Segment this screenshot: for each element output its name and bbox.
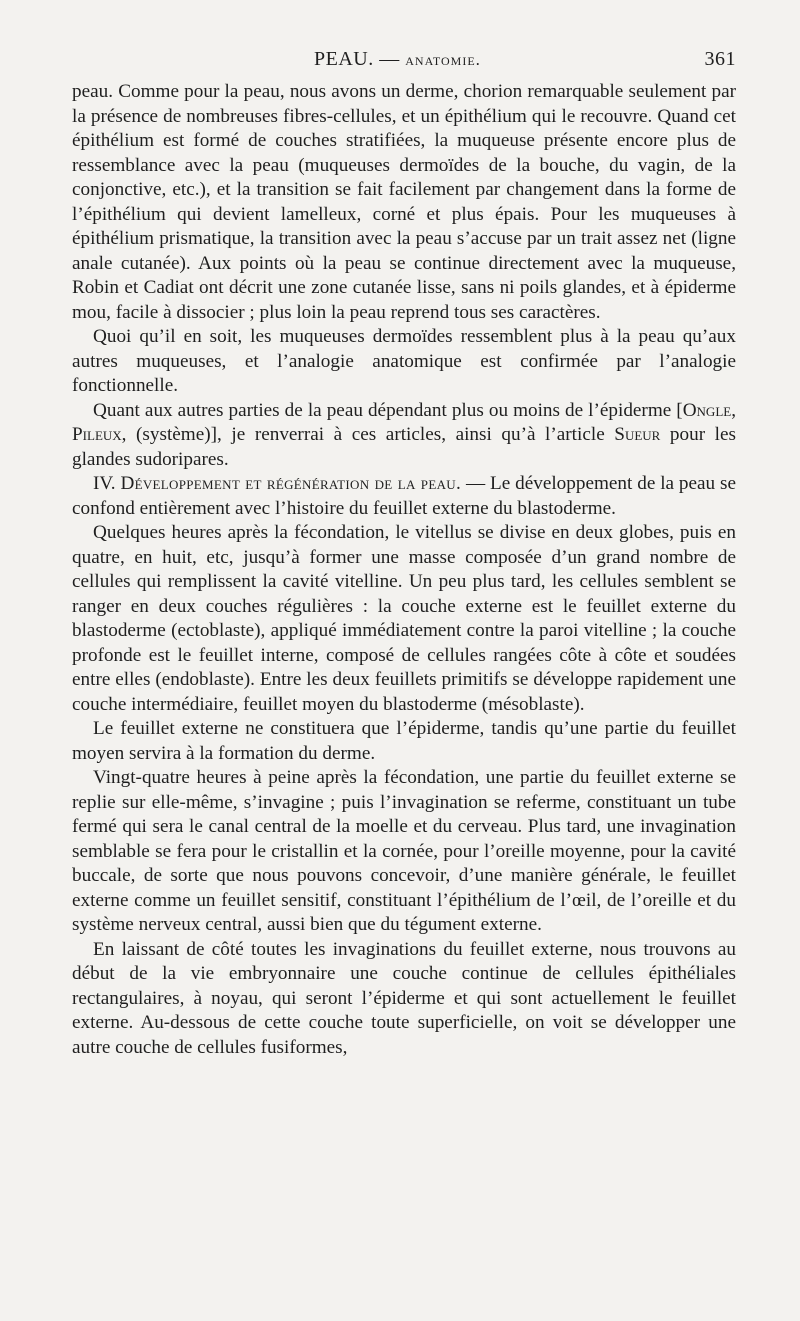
section-heading: Développement et régénération de la peau.	[120, 473, 462, 494]
paragraph-text: Quant aux autres parties de la peau dépendant plus ou moins de l’épiderme [	[93, 399, 683, 421]
section-dash: —	[461, 473, 491, 494]
paragraph: Quelques heures après la fécondation, le vitellus se divise en deux globes, puis en quatre, en huit, etc, jusqu’à former une masse composée d’un grand nombre de cellules qui remplissent la cavité vitelline. Un peu plus tard, les cellules semblent se ranger en deux couches régulières : la couche externe est le feuillet externe du blastoderme (ectoblaste), appliqué immédiatement contre la paroi vitelline ; la couche profonde est le feuillet interne, composé de cellules rangées côte à côte et soudées entre elles (endoblaste). Entre les deux feuillets primitifs se développe rapidement une couche intermédiaire, feuillet moyen du blastoderme (mésoblaste).	[72, 522, 736, 715]
paragraph: Le feuillet externe ne constituera que l’épiderme, tandis qu’une partie du feuillet moyen servira à la formation du derme.	[72, 718, 736, 764]
paragraph: En laissant de côté toutes les invaginations du feuillet externe, nous trouvons au début de la vie embryonnaire une couche continue de cellules épithéliales rectangulaires, à noyau, qui seront l’épiderme et qui sont actuellement le feuillet externe. Au-dessous de cette couche toute superficielle, on voit se développer une autre couche de cellules fusiformes,	[72, 938, 736, 1058]
section-number: IV.	[93, 473, 116, 494]
running-title-sub: anatomie.	[405, 50, 481, 69]
paragraph-text: pour les glandes sudoripares.	[72, 424, 736, 470]
running-title	[314, 48, 481, 71]
body-text	[72, 80, 736, 1060]
paragraph-text: Le développement de la peau se confond entièrement avec l’histoire du feuillet externe du blastoderme.	[72, 473, 737, 519]
section-heading-paragraph	[72, 472, 736, 521]
cross-reference: Ongle	[682, 399, 732, 421]
paragraph-text: ,	[731, 399, 736, 421]
paragraph	[72, 399, 736, 473]
cross-reference: Sueur	[614, 424, 661, 445]
page	[72, 48, 736, 1060]
running-title-main: PEAU.	[314, 48, 374, 70]
cross-reference: Pileux	[72, 424, 122, 445]
running-title-separator: —	[373, 48, 406, 70]
paragraph: Vingt-quatre heures à peine après la fécondation, une partie du feuillet externe se replie sur elle-même, s’invagine ; puis l’invagination se referme, constituant un tube fermé qui sera le canal central de la moelle et du cerveau. Plus tard, une invagination semblable se fera pour le cristallin et la cornée, pour l’oreille moyenne, pour la cavité buccale, de sorte que nous pouvons concevoir, d’une manière générale, le feuillet externe comme un feuillet sensitif, constituant l’épithélium de l’œil, de l’oreille et du système nerveux central, aussi bien que du tégument externe.	[72, 767, 736, 935]
paragraph: Quoi qu’il en soit, les muqueuses dermoïdes ressemblent plus à la peau qu’aux autres muqueuses, et l’analogie anatomique est confirmée par l’analogie fonctionnelle.	[72, 326, 736, 396]
paragraph: peau. Comme pour la peau, nous avons un derme, chorion remarquable seulement par la présence de nombreuses fibres-cellules, et un épithélium qui le recouvre. Quand cet épithélium est formé de couches stratifiées, la muqueuse présente encore plus de ressemblance avec la peau (muqueuses dermoïdes de la bouche, du vagin, de la conjonctive, etc.), et la transition se fait facilement par changement dans la forme de l’épithélium qui devient lamelleux, corné et plus épais. Pour les muqueuses à épithélium prismatique, la transition avec la peau s’accuse par un trait assez net (ligne anale cutanée). Aux points où la peau se continue directement avec la muqueuse, Robin et Cadiat ont décrit une zone cutanée lisse, sans ni poils glandes, et à épiderme mou, facile à dissocier ; plus loin la peau reprend tous ses caractères.	[72, 81, 736, 323]
paragraph-text: , (système)], je renverrai à ces articles, ainsi qu’à l’article	[121, 424, 615, 445]
running-head	[72, 48, 736, 80]
page-number: 361	[704, 48, 736, 70]
